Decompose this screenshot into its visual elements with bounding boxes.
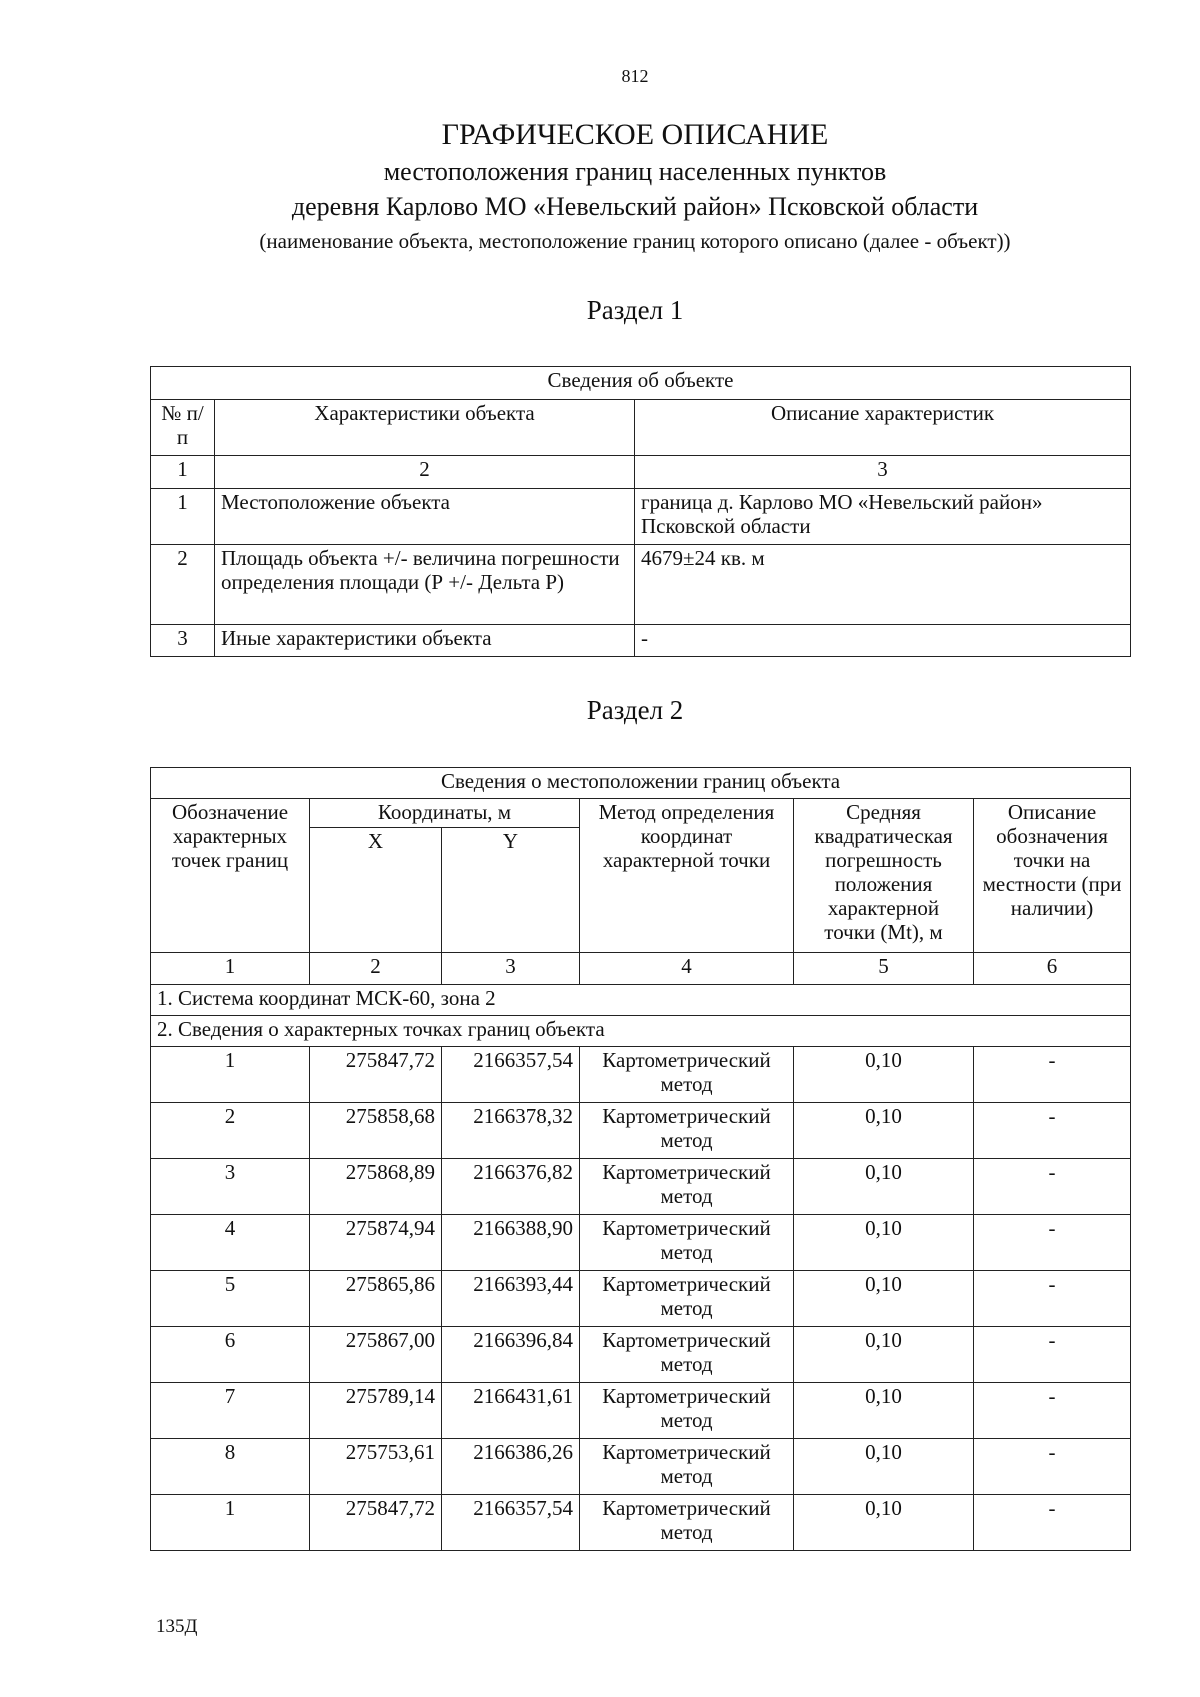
row-characteristic: Местоположение объекта (215, 489, 635, 545)
coordinate-system: 1. Система координат МСК-60, зона 2 (151, 985, 1131, 1016)
header-mean-square-error: Средняя квадратическая погрешность положения характерной точки (Mt), м (794, 799, 974, 953)
header-point-designation: Обозначение характерных точек границ (151, 799, 310, 953)
point-x: 275865,86 (310, 1271, 442, 1327)
point-error: 0,10 (794, 1327, 974, 1383)
point-number: 7 (151, 1383, 310, 1439)
point-y: 2166393,44 (442, 1271, 580, 1327)
header-y: Y (442, 828, 580, 953)
point-description: - (974, 1439, 1131, 1495)
point-y: 2166357,54 (442, 1047, 580, 1103)
column-number: 3 (442, 953, 580, 985)
point-description: - (974, 1327, 1131, 1383)
point-description: - (974, 1103, 1131, 1159)
point-y: 2166378,32 (442, 1103, 580, 1159)
column-number: 5 (794, 953, 974, 985)
document-subtitle-line-1: местоположения границ населенных пунктов (383, 157, 887, 186)
column-number: 6 (974, 953, 1131, 985)
point-method: Картометрический метод (580, 1439, 794, 1495)
object-table-title: Сведения об объекте (151, 367, 1131, 400)
table-row (151, 1439, 1131, 1495)
header-x: X (310, 828, 442, 953)
point-method: Картометрический метод (580, 1215, 794, 1271)
row-number: 3 (151, 625, 215, 657)
point-description: - (974, 1271, 1131, 1327)
header-number: № п/п (151, 400, 215, 456)
point-method: Картометрический метод (580, 1159, 794, 1215)
point-description: - (974, 1159, 1131, 1215)
point-error: 0,10 (794, 1271, 974, 1327)
point-description: - (974, 1383, 1131, 1439)
point-description: - (974, 1495, 1131, 1551)
column-number: 4 (580, 953, 794, 985)
point-number: 2 (151, 1103, 310, 1159)
point-y: 2166388,90 (442, 1215, 580, 1271)
row-characteristic: Площадь объекта +/- величина погрешности определения площади (Р +/- Дельта Р) (215, 545, 635, 625)
point-method: Картометрический метод (580, 1383, 794, 1439)
row-description: 4679±24 кв. м (635, 545, 1131, 625)
document-subtitle-line-2: деревня Карлово МО «Невельский район» Псковской области (291, 192, 979, 221)
point-y: 2166357,54 (442, 1495, 580, 1551)
page-number: 812 (621, 66, 649, 86)
boundary-points-table (150, 767, 1131, 1551)
column-number: 1 (151, 456, 215, 489)
header-characteristic: Характеристики объекта (215, 400, 635, 456)
point-number: 1 (151, 1495, 310, 1551)
point-number: 6 (151, 1327, 310, 1383)
row-description: граница д. Карлово МО «Невельский район» Псковской области (635, 489, 1131, 545)
document-title-caption: (наименование объекта, местоположение границ которого описано (далее - объект)) (259, 229, 1011, 253)
column-number: 1 (151, 953, 310, 985)
table-row (151, 1495, 1131, 1551)
table-row (151, 625, 1131, 657)
column-number: 2 (215, 456, 635, 489)
point-y: 2166396,84 (442, 1327, 580, 1383)
point-y: 2166376,82 (442, 1159, 580, 1215)
header-coordinates: Координаты, м (310, 799, 580, 828)
point-x: 275874,94 (310, 1215, 442, 1271)
row-number: 2 (151, 545, 215, 625)
point-x: 275858,68 (310, 1103, 442, 1159)
header-method: Метод определения координат характерной точки (580, 799, 794, 953)
point-error: 0,10 (794, 1383, 974, 1439)
row-characteristic: Иные характеристики объекта (215, 625, 635, 657)
section-2-heading: Раздел 2 (586, 695, 684, 725)
point-method: Картометрический метод (580, 1047, 794, 1103)
point-y: 2166386,26 (442, 1439, 580, 1495)
points-section-title: 2. Сведения о характерных точках границ объекта (151, 1016, 1131, 1047)
document-title: ГРАФИЧЕСКОЕ ОПИСАНИЕ (441, 118, 829, 151)
point-error: 0,10 (794, 1159, 974, 1215)
header-description: Описание характеристик (635, 400, 1131, 456)
point-number: 3 (151, 1159, 310, 1215)
table-row (151, 1047, 1131, 1103)
column-number: 3 (635, 456, 1131, 489)
point-number: 5 (151, 1271, 310, 1327)
point-x: 275847,72 (310, 1047, 442, 1103)
row-description: - (635, 625, 1131, 657)
point-x: 275868,89 (310, 1159, 442, 1215)
point-description: - (974, 1047, 1131, 1103)
point-number: 1 (151, 1047, 310, 1103)
table-row (151, 545, 1131, 625)
point-method: Картометрический метод (580, 1327, 794, 1383)
table-row (151, 1327, 1131, 1383)
row-number: 1 (151, 489, 215, 545)
point-x: 275789,14 (310, 1383, 442, 1439)
table-row (151, 1159, 1131, 1215)
header-point-description: Описание обозначения точки на местности (при наличии) (974, 799, 1131, 953)
object-info-table (150, 366, 1131, 657)
point-method: Картометрический метод (580, 1271, 794, 1327)
table-row (151, 489, 1131, 545)
point-method: Картометрический метод (580, 1103, 794, 1159)
point-error: 0,10 (794, 1495, 974, 1551)
point-description: - (974, 1215, 1131, 1271)
column-number: 2 (310, 953, 442, 985)
point-error: 0,10 (794, 1439, 974, 1495)
boundary-table-title: Сведения о местоположении границ объекта (151, 768, 1131, 799)
table-row (151, 1383, 1131, 1439)
table-row (151, 1215, 1131, 1271)
point-x: 275753,61 (310, 1439, 442, 1495)
point-x: 275867,00 (310, 1327, 442, 1383)
point-x: 275847,72 (310, 1495, 442, 1551)
point-error: 0,10 (794, 1047, 974, 1103)
point-error: 0,10 (794, 1103, 974, 1159)
point-method: Картометрический метод (580, 1495, 794, 1551)
section-1-heading: Раздел 1 (586, 295, 684, 325)
point-number: 4 (151, 1215, 310, 1271)
footer-document-code: 135Д (156, 1616, 198, 1637)
point-number: 8 (151, 1439, 310, 1495)
point-error: 0,10 (794, 1215, 974, 1271)
table-row (151, 1103, 1131, 1159)
table-row (151, 1271, 1131, 1327)
point-y: 2166431,61 (442, 1383, 580, 1439)
